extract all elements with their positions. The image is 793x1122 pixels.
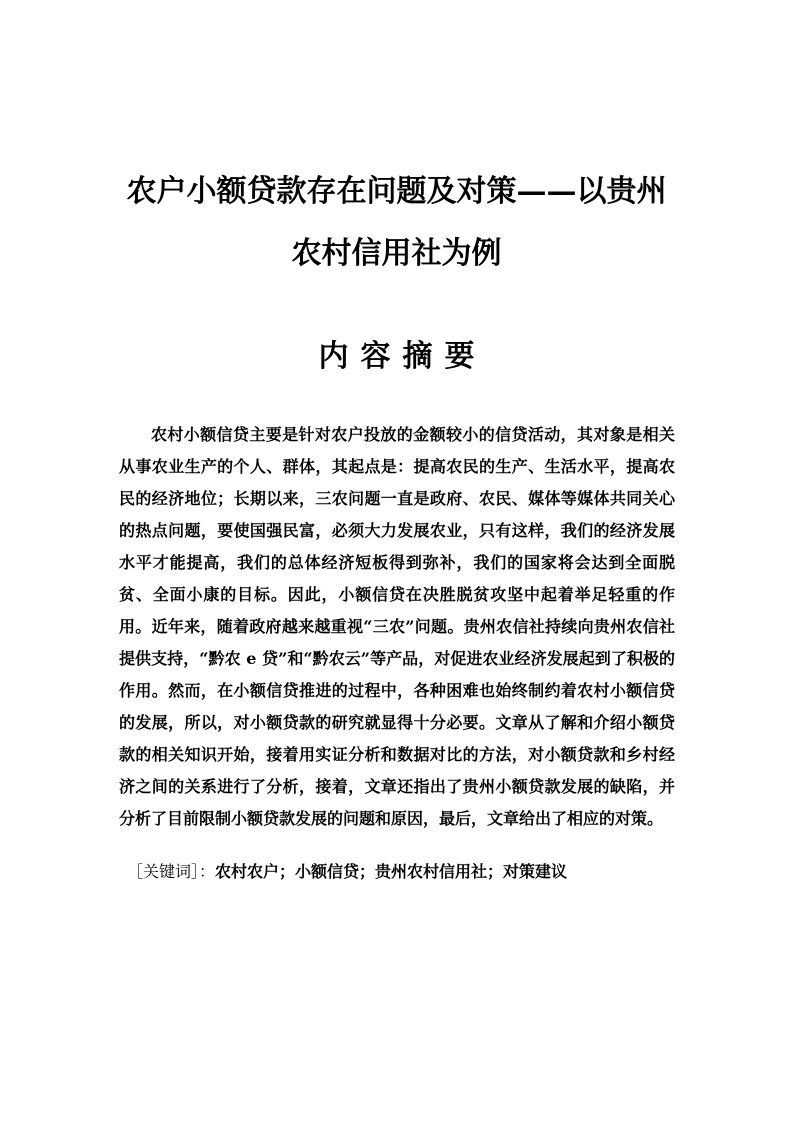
keywords-label: ［关键词］： (127, 862, 216, 881)
paper-title-line-2: 农村信用社为例 (291, 236, 502, 271)
keywords-text: 农村农户；小额信贷；贵州农村信用社；对策建议 (215, 862, 568, 881)
paper-title-line-1: 农户小额贷款存在问题及对策——以贵州 (126, 174, 667, 209)
abstract-heading: 内容摘要 (318, 339, 487, 374)
keywords-line (127, 856, 687, 888)
abstract-body: 农村小额信贷主要是针对农户投放的金额较小的信贷活动，其对象是相关从事农业生产的个人、群体，其起点是：提高农民的生产、生活水平，提高农民的经济地位；长期以来，三农问题一直是政府、农民、媒体等媒体共同关心的热点问题，要使国强民富，必须大力发展农业，只有这样，我们的经济发展水平才能提高，我们的总体经济短板得到弥补，我们的国家将会达到全面脱贫、全面小康的目标。因此，小额信贷在决胜脱贫攻坚中起着举足轻重的作用。近年来，随着政府越来越重视“三农”问题。贵州农信社持续向贵州农信社提供支持，“黔农 e 贷”和“黔农云”等产品，对促进农业经济发展起到了积极的作用。然而，在小额信贷推进的过程中，各种困难也始终制约着农村小额信贷的发展，所以，对小额贷款的研究就显得十分必要。文章从了解和介绍小额贷款的相关知识开始，接着用实证分析和数据对比的方法，对小额贷款和乡村经济之间的关系进行了分析，接着，文章还指出了贵州小额贷款发展的缺陷，并分析了目前限制小额贷款发展的问题和原因，最后，文章给出了相应的对策。 (119, 425, 675, 828)
